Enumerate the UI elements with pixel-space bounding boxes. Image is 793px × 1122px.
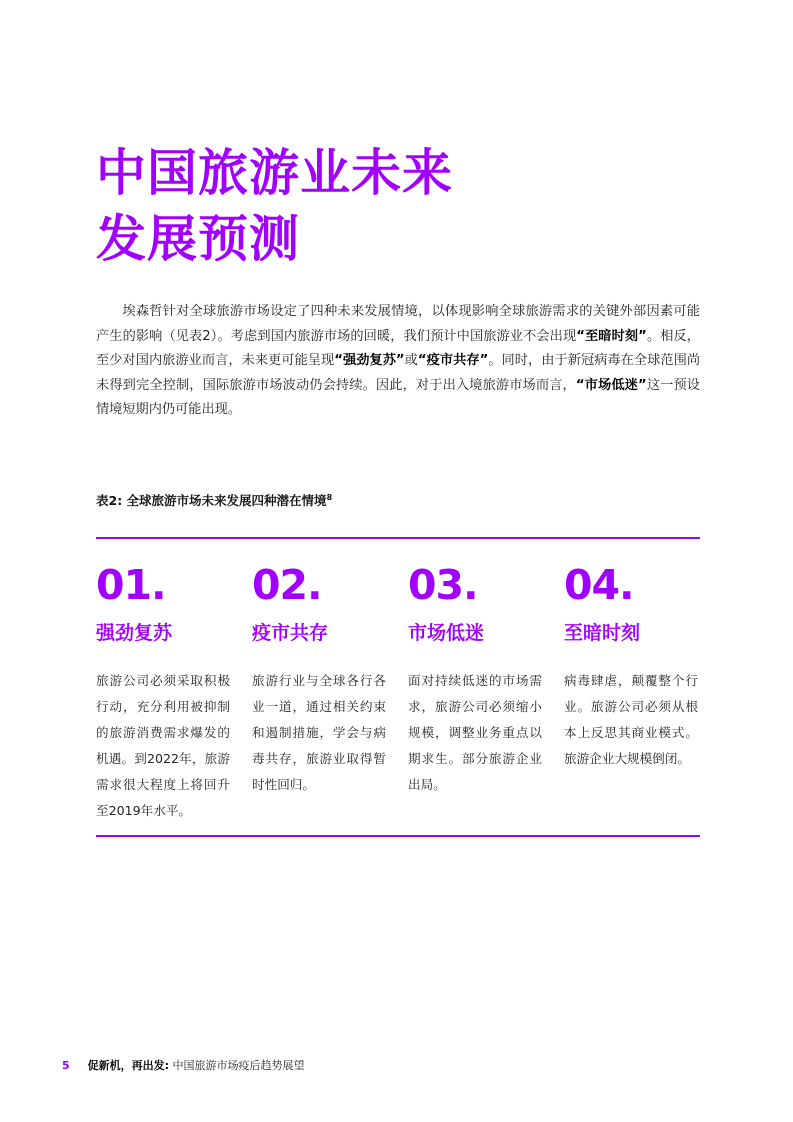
scenario-card	[96, 558, 230, 824]
scenario-card	[252, 558, 386, 824]
scenario-title: 市场低迷	[408, 622, 485, 644]
intro-emphasis-recovery: “强劲复苏”	[334, 353, 405, 368]
scenario-description: 病毒肆虐，颠覆整个行业。旅游公司必须从根本上反思其商业模式。旅游企业大规模倒闭。	[564, 673, 698, 766]
scenario-card	[408, 558, 542, 824]
table-caption-text: 表2: 全球旅游市场未来发展四种潜在情境	[96, 493, 327, 508]
scenario-number: 01.	[96, 561, 166, 609]
scenario-number: 04.	[564, 561, 634, 609]
page-title	[96, 140, 453, 272]
intro-text-4: 。同时，由于新冠病毒在全球范围尚未得到完全控制，国际旅游市场波动仍会持续。因此，对于出入境旅游市场而言，	[96, 353, 701, 393]
intro-text-5: 这一预设情境短期内仍可能出现。	[96, 377, 700, 417]
intro-emphasis-downturn: “市场低迷”	[575, 377, 647, 393]
scenario-description: 旅游行业与全球各行各业一道，通过相关约束和遏制措施，学会与病毒共存，旅游业取得暂时性回归。	[252, 673, 386, 792]
scenario-card	[564, 558, 698, 824]
intro-paragraph	[96, 300, 700, 423]
page-title-line-1: 中国旅游业未来	[96, 144, 453, 202]
intro-text-2: 。相反，至少对国内旅游业而言，未来更可能呈现	[96, 328, 700, 368]
footnote-marker: 8	[326, 492, 333, 502]
intro-emphasis-darkest: “至暗时刻”	[576, 328, 647, 344]
report-subtitle: 中国旅游市场疫后趋势展望	[169, 1059, 305, 1072]
page-number: 5	[62, 1059, 70, 1072]
report-title: 促新机，再出发:	[87, 1059, 170, 1072]
scenario-grid	[96, 558, 700, 824]
scenario-number: 02.	[252, 561, 322, 609]
scenario-description: 旅游公司必须采取积极行动，充分利用被抑制的旅游消费需求爆发的机遇。到2022年，旅游需求很大程度上将回升至2019年水平。	[96, 673, 230, 818]
scenario-title: 强劲复苏	[96, 622, 173, 644]
intro-emphasis-coexist: “疫市共存”	[417, 353, 489, 368]
intro-text-1: 埃森哲针对全球旅游市场设定了四种未来发展情境，以体现影响全球旅游需求的关键外部因素可能产生的影响（见表2）。考虑到国内旅游市场的回暖，我们预计中国旅游业不会出现	[96, 304, 700, 344]
scenario-description: 面对持续低迷的市场需求，旅游公司必须缩小规模，调整业务重点以期求生。部分旅游企业出局。	[408, 673, 542, 792]
page-footer	[62, 1057, 305, 1073]
top-divider	[96, 537, 700, 539]
scenario-title: 疫市共存	[252, 622, 329, 644]
scenario-number: 03.	[408, 561, 478, 609]
intro-text-3: 或	[404, 353, 418, 368]
page-title-line-2: 发展预测	[96, 210, 300, 268]
table-caption	[96, 491, 332, 509]
bottom-divider	[96, 835, 700, 837]
scenario-title: 至暗时刻	[564, 622, 641, 644]
